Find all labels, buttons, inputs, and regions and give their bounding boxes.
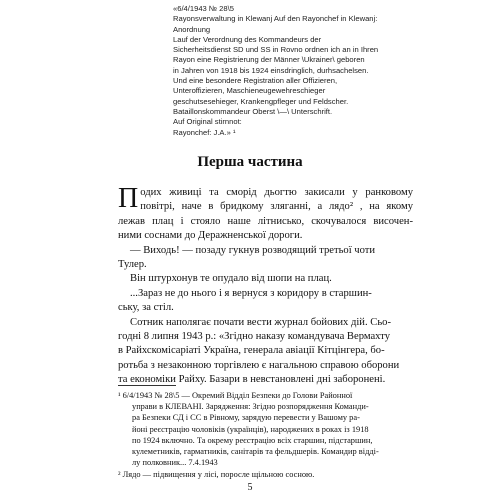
footnote-line: лу полковник... 7.4.1943: [132, 458, 218, 468]
text-line: ...Зараз не до нього і я вернуся з коридору в старшин-: [130, 287, 372, 299]
text-line: ську, за стіл.: [118, 302, 174, 314]
drop-cap: П: [118, 183, 139, 214]
quote-line: Anordnung: [173, 24, 211, 34]
quote-line: Rayon eine Registrierung der Männer \Ukrainer\ geboren: [173, 55, 365, 65]
quote-line: Auf Original stirnnot:: [173, 117, 242, 127]
text-line: одих живиці та сморід дьогтю закисали у ранковому: [140, 187, 413, 198]
quote-line: Rayonchef: J.A.» ¹: [173, 127, 236, 137]
text-line: годні 8 липня 1943 р.: «Згідно наказу командувача Вермахту: [118, 331, 390, 343]
footnote-line: по 1924 включно. Та окрему реєстрацію всіх старшин, підстаршин,: [132, 435, 373, 445]
footnote-1: [118, 390, 413, 468]
quote-line: Unteroffizieren, Maschieneugewehreschieger: [173, 86, 326, 96]
text-line: ними соснами до Деражненської дороги.: [118, 230, 303, 242]
text-line: Сотник наполягає почати вести журнал бойових дій. Сьо-: [130, 316, 392, 328]
footnote-line: кулеметників, гарматників, санітарів та фельдшерів. Командир відді-: [132, 447, 379, 457]
text-line: та економіки Райху. Базари в невстановлені дні заборонені.: [118, 374, 386, 386]
text-line: повітрі, наче в бридкому зляганні, а лядо² , на якому: [140, 201, 413, 213]
text-line: Тулер.: [118, 259, 147, 271]
footnote-line: ра Безпеки СД і СС в Рівному, зарядую перевести у Вашому ра-: [132, 413, 360, 423]
text-line: — Виходь! — позаду гукнув розводящий третьої чоти: [130, 244, 376, 256]
text-line: ротьба з незаконною торгівлею є нагальною справою оборони: [118, 359, 400, 371]
text-line: лежав плац і стояло наше літнисько, скочувалося височен-: [118, 215, 413, 227]
footnote-line: управи в КЛЕВАНІ. Зарядження: Згідно розпорядження Команди-: [132, 402, 369, 412]
chapter-heading: Перша частина: [197, 154, 303, 170]
page-number: 5: [247, 482, 253, 493]
footnote-line: ¹ 6/4/1943 № 28\5 — Окремий Відділ Безпеки до Голови Районної: [118, 391, 353, 400]
quote-line: Bataillonskommandeur Oberst \—\ Unterschrift.: [173, 106, 333, 116]
body-text: [118, 183, 413, 388]
quote-line: Und eine besondere Registration aller Offizieren,: [173, 76, 338, 86]
text-line: Він штурхонув те опудало від шопи на плац.: [130, 273, 332, 285]
footnote-2: [118, 469, 413, 480]
german-quote-block: [173, 4, 473, 138]
quote-line: Lauf der Verordnung des Kommandeurs der: [173, 34, 322, 44]
quote-line: Rayonsverwaltung in Klewanj Auf den Rayonchef in Klewanj:: [173, 14, 378, 24]
paragraph-opening: [118, 183, 413, 244]
footnote-line: ² Лядо — підвищення у лісі, поросле щільною сосною.: [118, 470, 315, 479]
footnote-line: йоні реєстрацію чоловіків (українців), народжених в роках із 1918: [132, 424, 369, 434]
text-line: в Райхскомісаріаті Україна, генерала авіації Кітцінгера, бо-: [118, 345, 385, 357]
quote-line: «6/4/1943 № 28\5: [173, 4, 234, 13]
quote-line: Sicherheitsdienst SD und SS in Rovno ordnen ich an in Ihren: [173, 45, 379, 55]
quote-line: in Jahren von 1918 bis 1924 einsdringlich, durhsachelsen.: [173, 65, 369, 75]
footnote-divider: [118, 385, 176, 386]
quote-line: geschutsesehieger, Krankengpfleger und Feldscher.: [173, 96, 349, 106]
